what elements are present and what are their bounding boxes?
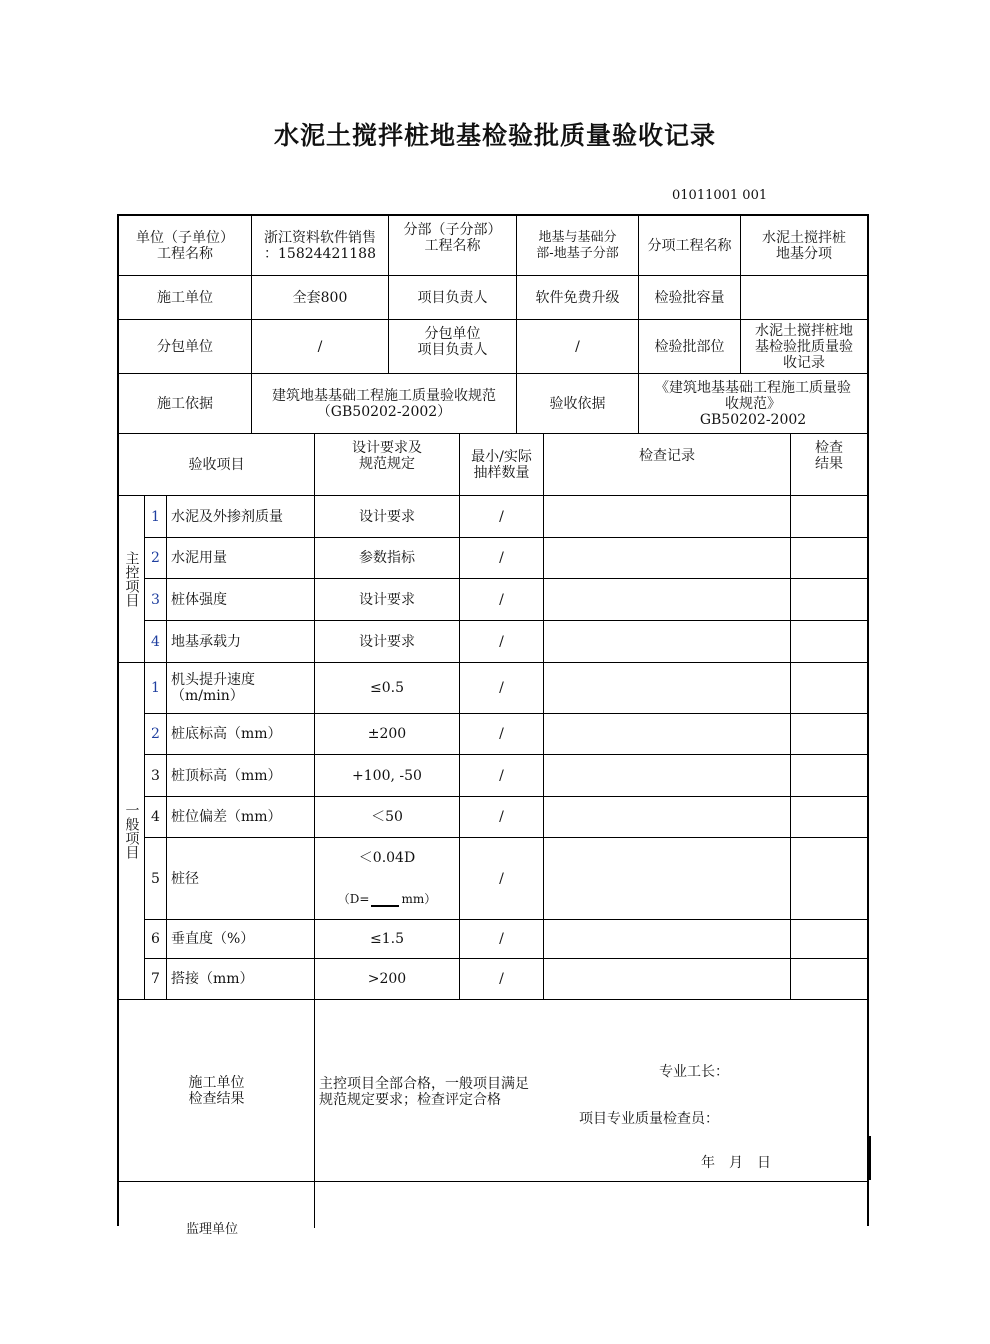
main-item-requirement: 设计要求 xyxy=(315,621,460,663)
part-label: 检验批部位 xyxy=(639,320,741,374)
main-item-record xyxy=(544,621,791,663)
general-item-name: 搭接（mm） xyxy=(167,959,315,1000)
general-item-result xyxy=(791,838,867,920)
general-item-name: 桩径 xyxy=(167,838,315,920)
subitem-label: 分项工程名称 xyxy=(639,216,741,276)
diameter-prefix: （D= xyxy=(337,891,370,906)
pm-value: 软件免费升级 xyxy=(517,276,639,320)
col-sample: 最小/实际 抽样数量 xyxy=(460,434,544,496)
part-value: 水泥土搅拌桩地 基检验批质量验 收记录 xyxy=(741,320,867,374)
main-item-name: 桩体强度 xyxy=(167,579,315,621)
general-item-record xyxy=(544,920,791,959)
general-item-record xyxy=(544,755,791,797)
general-item-name: 桩顶标高（mm） xyxy=(167,755,315,797)
capacity-value xyxy=(741,276,867,320)
col-design: 设计要求及 规范规定 xyxy=(315,434,460,496)
col-item: 验收项目 xyxy=(119,434,315,496)
main-item-sample: / xyxy=(460,496,544,538)
basis-value: 建筑地基基础工程施工质量验收规范 （GB50202-2002） xyxy=(252,374,517,434)
general-item-sample: / xyxy=(460,755,544,797)
general-item-record xyxy=(544,663,791,714)
main-item-requirement: 参数指标 xyxy=(315,538,460,579)
capacity-label: 检验批容量 xyxy=(639,276,741,320)
check-date: 年 月 日 xyxy=(701,1155,771,1171)
general-item-result xyxy=(791,755,867,797)
general-item-no: 2 xyxy=(145,714,167,755)
main-item-name: 水泥及外掺剂质量 xyxy=(167,496,315,538)
form-code: 01011001 001 xyxy=(672,188,768,203)
inspector-label: 项目专业质量检查员： xyxy=(579,1111,719,1127)
basis-label: 施工依据 xyxy=(119,374,252,434)
pm-label: 项目负责人 xyxy=(389,276,517,320)
sub-value: / xyxy=(252,320,389,374)
sub-label: 分包单位 xyxy=(119,320,252,374)
next-label: 监理单位 xyxy=(186,1222,239,1237)
diameter-blank xyxy=(371,891,399,907)
general-item-result xyxy=(791,920,867,959)
main-item-no: 2 xyxy=(145,538,167,579)
main-item-result xyxy=(791,538,867,579)
general-item-record xyxy=(544,838,791,920)
general-item-name: 机头提升速度 （m/min） xyxy=(167,663,315,714)
general-item-result xyxy=(791,797,867,838)
general-item-name: 桩位偏差（mm） xyxy=(167,797,315,838)
general-item-no: 1 xyxy=(145,663,167,714)
check-label: 施工单位 检查结果 xyxy=(119,1000,315,1182)
main-item-record xyxy=(544,538,791,579)
general-item-result xyxy=(791,663,867,714)
general-item-record xyxy=(544,797,791,838)
diameter-requirement: ＜0.04D xyxy=(358,850,416,867)
main-item-sample: / xyxy=(460,579,544,621)
next-area xyxy=(315,1182,867,1228)
general-item-name: 桩底标高（mm） xyxy=(167,714,315,755)
main-item-result xyxy=(791,621,867,663)
main-item-no: 3 xyxy=(145,579,167,621)
division-value: 地基与基础分 部-地基子分部 xyxy=(517,216,639,276)
main-item-record xyxy=(544,579,791,621)
general-item-sample: / xyxy=(460,920,544,959)
general-item-sample: / xyxy=(460,797,544,838)
general-item-requirement: ≤0.5 xyxy=(315,663,460,714)
general-item-result xyxy=(791,959,867,1000)
main-item-requirement: 设计要求 xyxy=(315,579,460,621)
sub-pm-value: / xyxy=(517,320,639,374)
general-item-no: 7 xyxy=(145,959,167,1000)
general-item-sample: / xyxy=(460,663,544,714)
general-item-requirement: ±200 xyxy=(315,714,460,755)
general-item-no: 4 xyxy=(145,797,167,838)
contractor-value: 全套800 xyxy=(252,276,389,320)
contractor-label: 施工单位 xyxy=(119,276,252,320)
accept-basis-value: 《建筑地基基础工程施工质量验 收规范》 GB50202-2002 xyxy=(639,374,867,434)
table-edge xyxy=(868,1136,871,1180)
main-item-sample: / xyxy=(460,538,544,579)
general-item-no: 5 xyxy=(145,838,167,920)
main-item-name: 水泥用量 xyxy=(167,538,315,579)
general-item-name: 垂直度（%） xyxy=(167,920,315,959)
general-item-requirement: ≤1.5 xyxy=(315,920,460,959)
general-item-requirement xyxy=(315,838,460,920)
main-item-result xyxy=(791,579,867,621)
col-result: 检查 结果 xyxy=(791,434,867,496)
main-item-name: 地基承载力 xyxy=(167,621,315,663)
main-item-no: 1 xyxy=(145,496,167,538)
general-item-sample: / xyxy=(460,838,544,920)
general-item-result xyxy=(791,714,867,755)
diameter-suffix: mm） xyxy=(401,891,437,906)
foreman-label: 专业工长： xyxy=(659,1064,729,1080)
diameter-value-line xyxy=(338,891,436,907)
general-item-record xyxy=(544,714,791,755)
main-item-sample: / xyxy=(460,621,544,663)
general-item-sample: / xyxy=(460,959,544,1000)
general-item-record xyxy=(544,959,791,1000)
unit-value: 浙江资料软件销售 ：15824421188 xyxy=(252,216,389,276)
general-item-requirement: >200 xyxy=(315,959,460,1000)
main-item-no: 4 xyxy=(145,621,167,663)
check-text: 主控项目全部合格，一般项目满足 规范规定要求；检查评定合格 xyxy=(319,1076,529,1108)
general-group-label: 一般项目 xyxy=(119,663,145,1000)
col-record: 检查记录 xyxy=(544,434,791,496)
page-title: 水泥土搅拌桩地基检验批质量验收记录 xyxy=(273,121,716,150)
main-item-record xyxy=(544,496,791,538)
main-item-requirement: 设计要求 xyxy=(315,496,460,538)
general-item-requirement: +100, -50 xyxy=(315,755,460,797)
general-item-no: 6 xyxy=(145,920,167,959)
sub-pm-label: 分包单位 项目负责人 xyxy=(389,320,517,374)
unit-label: 单位（子单位） 工程名称 xyxy=(119,216,252,276)
main-item-result xyxy=(791,496,867,538)
main-group-label: 主控项目 xyxy=(119,496,145,663)
general-item-no: 3 xyxy=(145,755,167,797)
subitem-value: 水泥土搅拌桩 地基分项 xyxy=(741,216,867,276)
general-item-requirement: ＜50 xyxy=(315,797,460,838)
general-item-sample: / xyxy=(460,714,544,755)
accept-basis-label: 验收依据 xyxy=(517,374,639,434)
division-label: 分部（子分部） 工程名称 xyxy=(389,216,517,276)
